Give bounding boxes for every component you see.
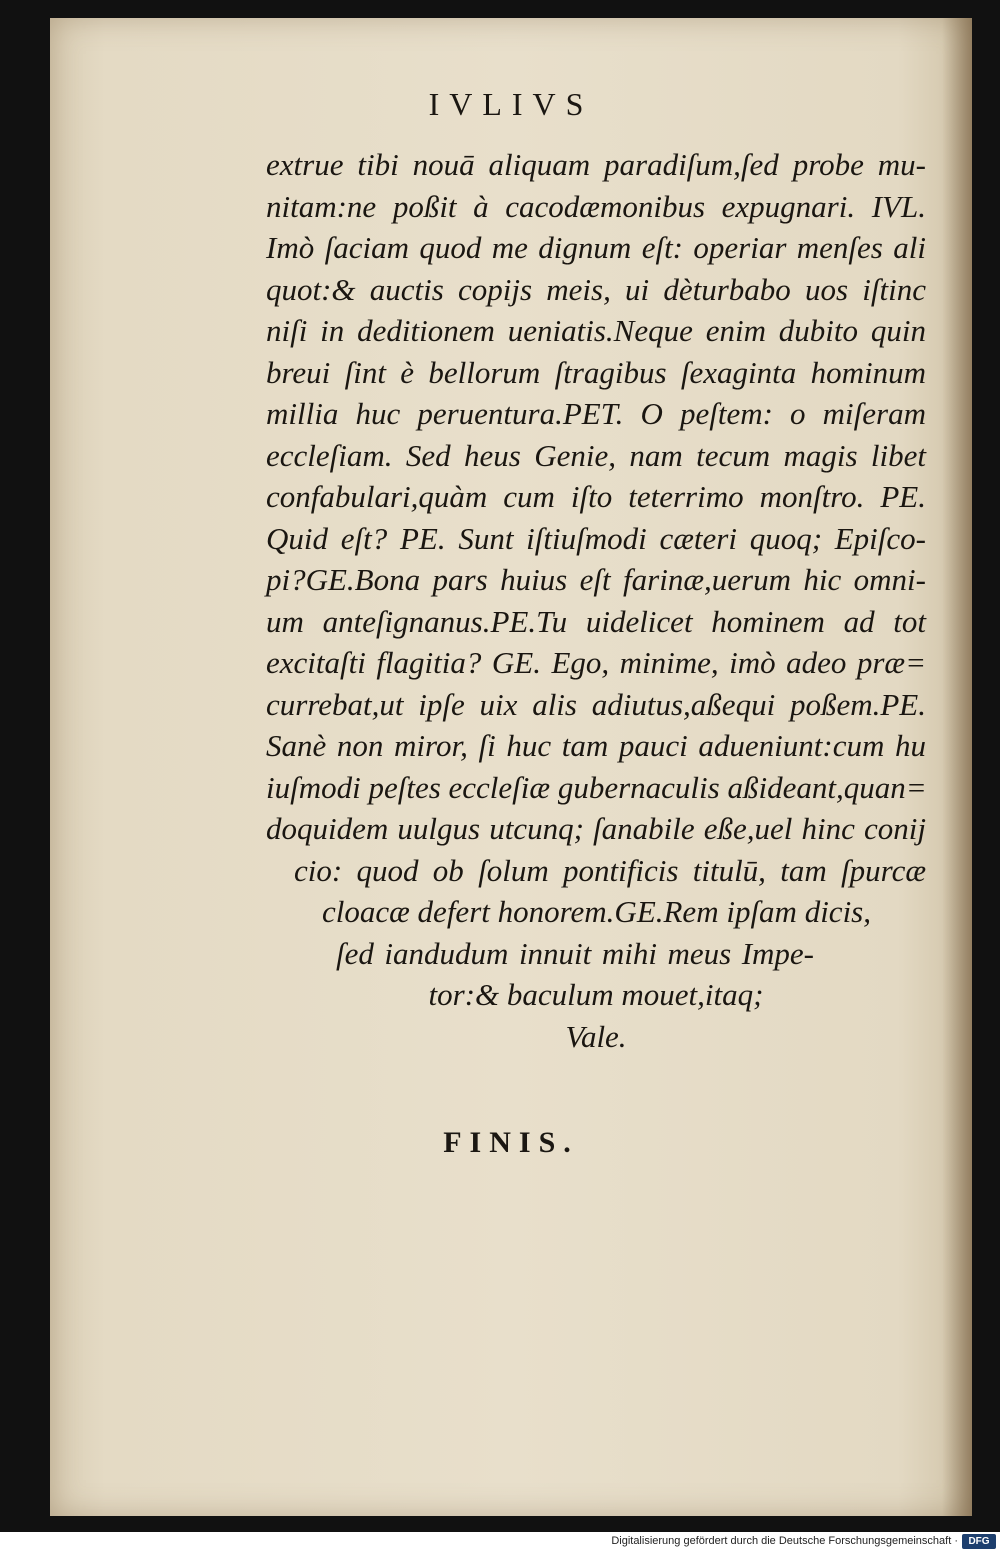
text-line: cloacæ defert honorem.GE.Rem ipſam dicis,	[322, 894, 871, 929]
text-line: doquidem uulgus utcunq; ſanabile eße,uel hinc conij	[266, 811, 926, 846]
text-line: currebat,ut ipſe uix alis adiutus,aßequi poßem.PE.	[266, 686, 926, 722]
text-line: quot:& auctis copijs meis, ui dèturbabo uos iſtinc	[266, 271, 926, 307]
text-line: eccleſiam. Sed heus Genie, nam tecum magis libet	[266, 437, 926, 473]
text-line: ſed iandudum innuit mihi meus Impe-	[336, 935, 814, 971]
text-line: pi?GE.Bona pars huius eſt farinæ,uerum hic omni-	[266, 562, 926, 597]
text-line: excitaſti flagitia? GE. Ego, minime, imò adeo præ=	[266, 645, 926, 680]
running-head: IVLIVS	[428, 86, 594, 122]
text-line: niſi in deditionem ueniatis.Neque enim dubito quin	[266, 313, 926, 348]
text-line: iuſmodi peſtes eccleſiæ gubernaculis aßideant,quan=	[266, 769, 927, 805]
text-line: um anteſignanus.PE.Tu uidelicet hominem ad tot	[266, 603, 926, 639]
funding-credit: Digitalisierung gefördert durch die Deutsche Forschungsgemeinschaft ·	[611, 1535, 958, 1547]
finis-heading: FINIS.	[443, 1126, 579, 1159]
text-line: nitam:ne poßit à cacodæmonibus expugnari. IVL.	[266, 188, 926, 224]
footer-bar	[0, 1532, 1000, 1552]
text-line: Sanè non miror, ſi huc tam pauci adueniunt:cum hu	[266, 728, 926, 763]
body-text	[266, 144, 966, 1057]
text-line: millia huc peruentura.PET. O peſtem: o miſeram	[266, 396, 926, 431]
dfg-logo-icon: DFG	[962, 1534, 996, 1549]
text-line: breui ſint è bellorum ſtragibus ſexaginta hominum	[266, 354, 926, 390]
book-page	[50, 18, 972, 1516]
text-line: tor:& baculum mouet,itaq;	[428, 977, 764, 1012]
text-line: Vale.	[565, 1018, 627, 1054]
text-line: confabulari,quàm cum iſto teterrimo monſtro. PE.	[266, 479, 926, 514]
text-line: Quid eſt? PE. Sunt iſtiuſmodi cæteri quoq; Epiſco-	[266, 520, 926, 556]
text-line: extrue tibi nouā aliquam paradiſum,ſed probe mu-	[266, 147, 926, 182]
text-line: Imò ſaciam quod me dignum eſt: operiar menſes ali	[266, 230, 926, 265]
text-line: cio: quod ob ſolum pontificis titulū, tam ſpurcæ	[294, 852, 926, 888]
